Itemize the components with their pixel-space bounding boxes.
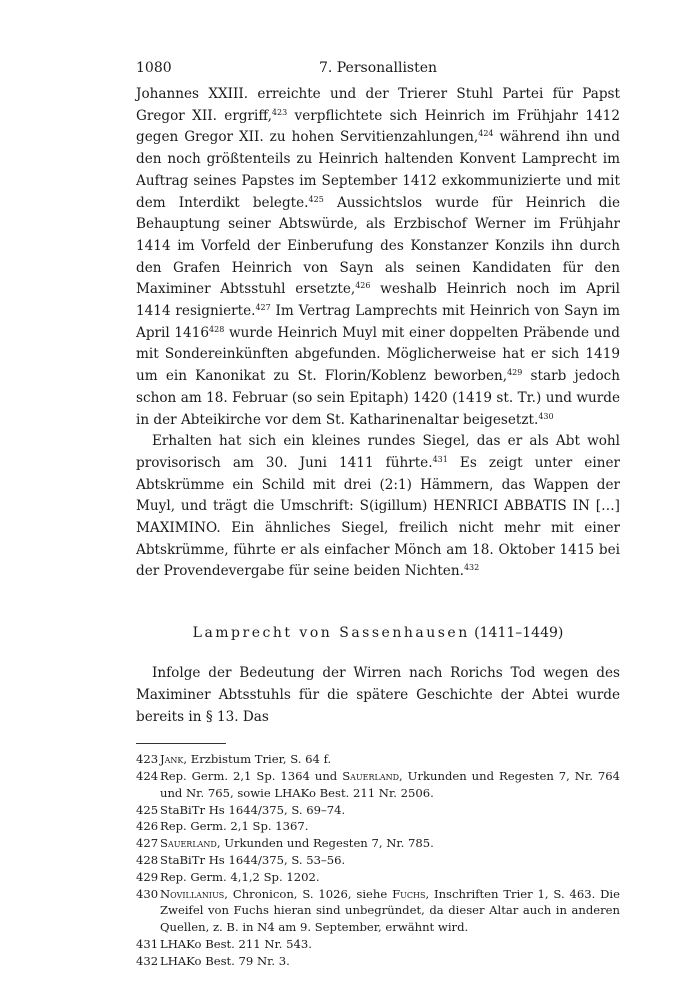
footnote-ref[interactable]: 431 <box>432 454 448 464</box>
footnote-text <box>160 886 620 936</box>
author-name: Sauerland <box>342 769 400 784</box>
author-name: Jank <box>160 752 184 767</box>
text-run: weshalb Heinrich noch im April 1414 resignierte. <box>136 281 620 320</box>
footnote-number: 427 <box>136 836 159 851</box>
footnote <box>136 835 620 852</box>
footnote-text <box>160 936 620 953</box>
running-title: 7. Personallisten <box>318 60 438 76</box>
section-name: Lamprecht von Sassenhausen <box>192 625 470 642</box>
text-run: verpflichtete sich Heinrich im Frühjahr 1412 gegen Gregor XII. zu hohen Servitienzahlungen, <box>136 107 620 146</box>
footnote <box>136 936 620 953</box>
footnote-text-run: , Urkunden und Regesten 7, Nr. 764 und Nr. 765, sowie LHAKo Best. 211 Nr. 2506. <box>160 769 620 800</box>
footnote <box>136 751 620 768</box>
footnote-text <box>160 818 620 835</box>
body-paragraph-1 <box>136 84 620 431</box>
footnote-text-run: LHAKo Best. 79 Nr. 3. <box>160 953 290 968</box>
footnote-number: 423 <box>136 752 159 767</box>
footnote-text-run: LHAKo Best. 211 Nr. 543. <box>160 937 312 952</box>
text-run: Aussichtslos wurde für Heinrich die Behauptung seiner Abtswürde, als Erzbischof Werner im Frühjahr 1414 im Vorfeld der Einberufung des Konstanzer Konzils ihn durch den Grafen Heinrich von Sayn als seinen Kandidaten für den Maximiner Abtsstuhl ersetzte, <box>136 194 621 298</box>
section-years: (1411–1449) <box>474 625 564 642</box>
footnote-number: 432 <box>136 953 159 968</box>
footnote-number: 430 <box>136 886 159 901</box>
running-header <box>136 60 620 84</box>
footnote <box>136 953 620 970</box>
footnote <box>136 768 620 802</box>
text-run: Erhalten hat sich ein kleines rundes Siegel, das er als Abt wohl provisorisch am 30. Juni 1411 führte. <box>136 433 620 471</box>
footnote-text <box>160 802 620 819</box>
footnote-text-run: StaBiTr Hs 1644/375, S. 69–74. <box>160 802 346 817</box>
footnote-ref[interactable]: 423 <box>271 107 288 117</box>
footnote-ref[interactable]: 426 <box>355 281 371 291</box>
body-paragraph-3: Infolge der Bedeutung der Wirren nach Rorichs Tod wegen des Maximiner Abtsstuhls für die spätere Geschichte der Abtei wurde bereits in § 13. Das <box>136 665 620 725</box>
footnote-text-run: Rep. Germ. 4,1,2 Sp. 1202. <box>160 869 320 884</box>
footnote-text <box>160 768 620 802</box>
footnote-text-run: , Inschriften Trier 1, S. 463. Die Zweifel von Fuchs hieran sind unbegründet, da dieser Altar auch in anderen Quellen, z. B. in N4 am 9. September, erwähnt wird. <box>160 886 621 935</box>
footnote-text <box>160 852 620 869</box>
text-run: Johannes XXIII. erreichte und der Trierer Stuhl Partei für Papst Gregor XII. ergriff, <box>136 86 620 124</box>
footnote <box>136 818 620 835</box>
footnote-text-run: Rep. Germ. 2,1 Sp. 1367. <box>160 819 309 834</box>
footnote-text-run: StaBiTr Hs 1644/375, S. 53–56. <box>160 853 346 868</box>
text-run: Es zeigt unter einer Abtskrümme ein Schild mit drei (2:1) Hämmern, das Wappen der Muyl, und trägt die Umschrift: S(igillum) HENRICI ABBATIS IN […] MAXIMINO. Ein ähnliches Siegel, freilich nicht mehr mit einer Abtskrümme, führte er als einfacher Mönch am 18. Oktober 1415 bei der Provendevergabe für seine beiden Nichten. <box>136 454 620 580</box>
footnote-number: 426 <box>136 819 159 834</box>
footnote-divider <box>136 743 226 744</box>
text-run: während ihn und den noch größtenteils zu Heinrich haltenden Konvent Lamprecht im Auftrag seines Papstes im September 1412 exkommunizierte und mit dem Interdikt belegte. <box>136 129 621 211</box>
footnote-text-run: , Urkunden und Regesten 7, Nr. 785. <box>216 836 434 851</box>
footnote-ref[interactable]: 424 <box>478 129 494 139</box>
footnote-number: 425 <box>136 802 159 817</box>
footnote-text <box>160 953 620 970</box>
footnote-text <box>160 835 620 852</box>
footnote-number: 429 <box>136 869 159 884</box>
body-paragraph-2 <box>136 431 620 583</box>
footnote <box>136 869 620 886</box>
footnote-number: 424 <box>136 769 159 784</box>
footnote-text-run: , Chronicon, S. 1026, siehe <box>224 886 393 901</box>
footnote <box>136 802 620 819</box>
footnote-ref[interactable]: 432 <box>463 563 480 573</box>
author-name: Sauerland <box>160 836 217 851</box>
footnote-ref[interactable]: 428 <box>209 324 225 334</box>
page-number: 1080 <box>136 60 172 76</box>
footnote-text <box>160 751 620 768</box>
author-name: Novillanius <box>160 886 225 901</box>
footnote <box>136 852 620 869</box>
footnote-number: 431 <box>136 937 159 952</box>
footnote-text-run: Rep. Germ. 2,1 Sp. 1364 und <box>160 769 343 784</box>
footnote-ref[interactable]: 430 <box>538 411 554 421</box>
text-run: starb jedoch schon am 18. Februar (so sein Epitaph) 1420 (1419 st. Tr.) und wurde in der Abteikirche vor dem St. Katharinenaltar beigesetzt. <box>136 368 620 428</box>
footnote-text-run: , Erzbistum Trier, S. 64 f. <box>183 752 332 767</box>
footnote-ref[interactable]: 425 <box>308 194 324 204</box>
footnote-number: 428 <box>136 853 159 868</box>
footnote-ref[interactable]: 427 <box>255 303 271 313</box>
page <box>136 60 620 970</box>
footnote-ref[interactable]: 429 <box>507 368 523 378</box>
author-name: Fuchs <box>392 886 426 901</box>
section-heading <box>136 625 620 641</box>
footnotes <box>136 751 620 969</box>
footnote-text <box>160 869 620 886</box>
text-run: Im Vertrag Lamprechts mit Heinrich von Sayn im April 1416 <box>136 303 621 341</box>
footnote <box>136 886 620 936</box>
text-run: wurde Heinrich Muyl mit einer doppelten Präbende und mit Sondereinkünften abgefunden. Möglicherweise hat er sich 1419 um ein Kanonikat zu St. Florin/Koblenz beworben, <box>136 324 620 385</box>
